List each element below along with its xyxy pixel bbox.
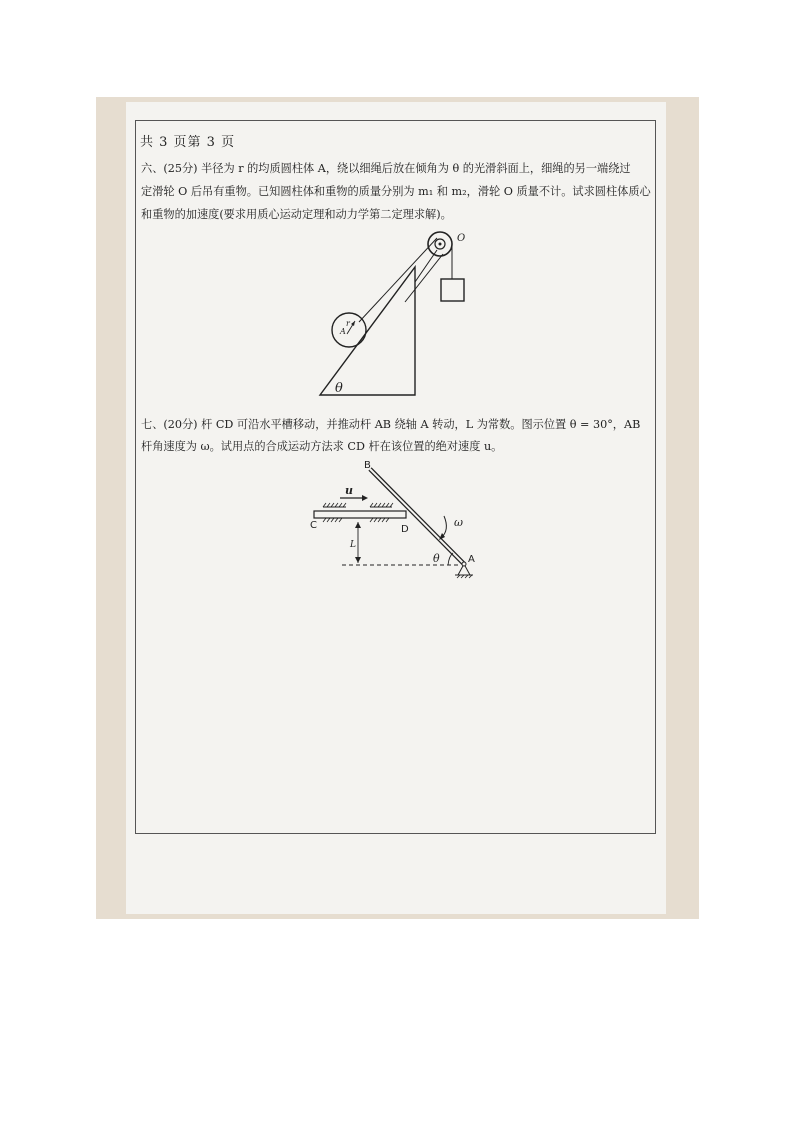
q6-label-A: A: [340, 327, 346, 336]
q7-label-A: A: [468, 554, 475, 565]
bar-CD: [314, 511, 406, 518]
groove-right-hatch: [370, 503, 393, 507]
q7-text-line-2: 杆角速度为 ω。试用点的合成运动方法求 CD 杆在该位置的绝对速度 u。: [141, 440, 503, 453]
q6-text-line-1: 六、(25分) 半径为 r 的均质圆柱体 A，绕以细绳后放在倾角为 θ 的光滑斜面上，细绳的另一端绕过: [141, 162, 631, 175]
q6-label-theta: θ: [335, 381, 343, 396]
q7-label-B: B: [364, 460, 371, 471]
pulley-axle: [439, 243, 442, 246]
q7-label-D: D: [401, 524, 409, 535]
radius-arrowhead: [351, 321, 355, 326]
q7-figure: [308, 458, 488, 583]
q6-figure: [315, 222, 485, 400]
q6-label-r: r: [346, 319, 350, 328]
incline-triangle: [320, 267, 415, 395]
pin-A: [462, 562, 466, 566]
velocity-arrowhead: [362, 495, 368, 501]
rod-AB-inner: [370, 469, 464, 564]
hanging-weight: [441, 279, 464, 301]
q7-text-line-1: 七、(20分) 杆 CD 可沿水平槽移动，并推动杆 AB 绕轴 A 转动，L 为常数。图示位置 θ = 30°，AB: [141, 418, 641, 431]
page-header: 共 3 页第 3 页: [140, 135, 236, 150]
q6-text-line-3: 和重物的加速度(要求用质心运动定理和动力学第二定理求解)。: [141, 208, 452, 221]
q7-label-omega: ω: [454, 516, 463, 529]
q7-label-C: C: [310, 520, 317, 531]
groove-left-hatch: [323, 503, 346, 507]
rope-incline-2: [405, 254, 443, 302]
rope-incline: [359, 238, 437, 322]
q6-text-line-2: 定滑轮 O 后吊有重物。已知圆柱体和重物的质量分别为 m₁ 和 m₂，滑轮 O 质量不计。试求圆柱体质心: [141, 185, 651, 198]
q7-label-theta: θ: [433, 552, 440, 565]
dimension-L-arrow-top: [355, 522, 361, 528]
q7-label-u: u: [345, 484, 353, 497]
dimension-L-arrow-bottom: [355, 557, 361, 563]
q7-label-L: L: [350, 540, 356, 550]
q6-label-O: O: [457, 233, 466, 244]
